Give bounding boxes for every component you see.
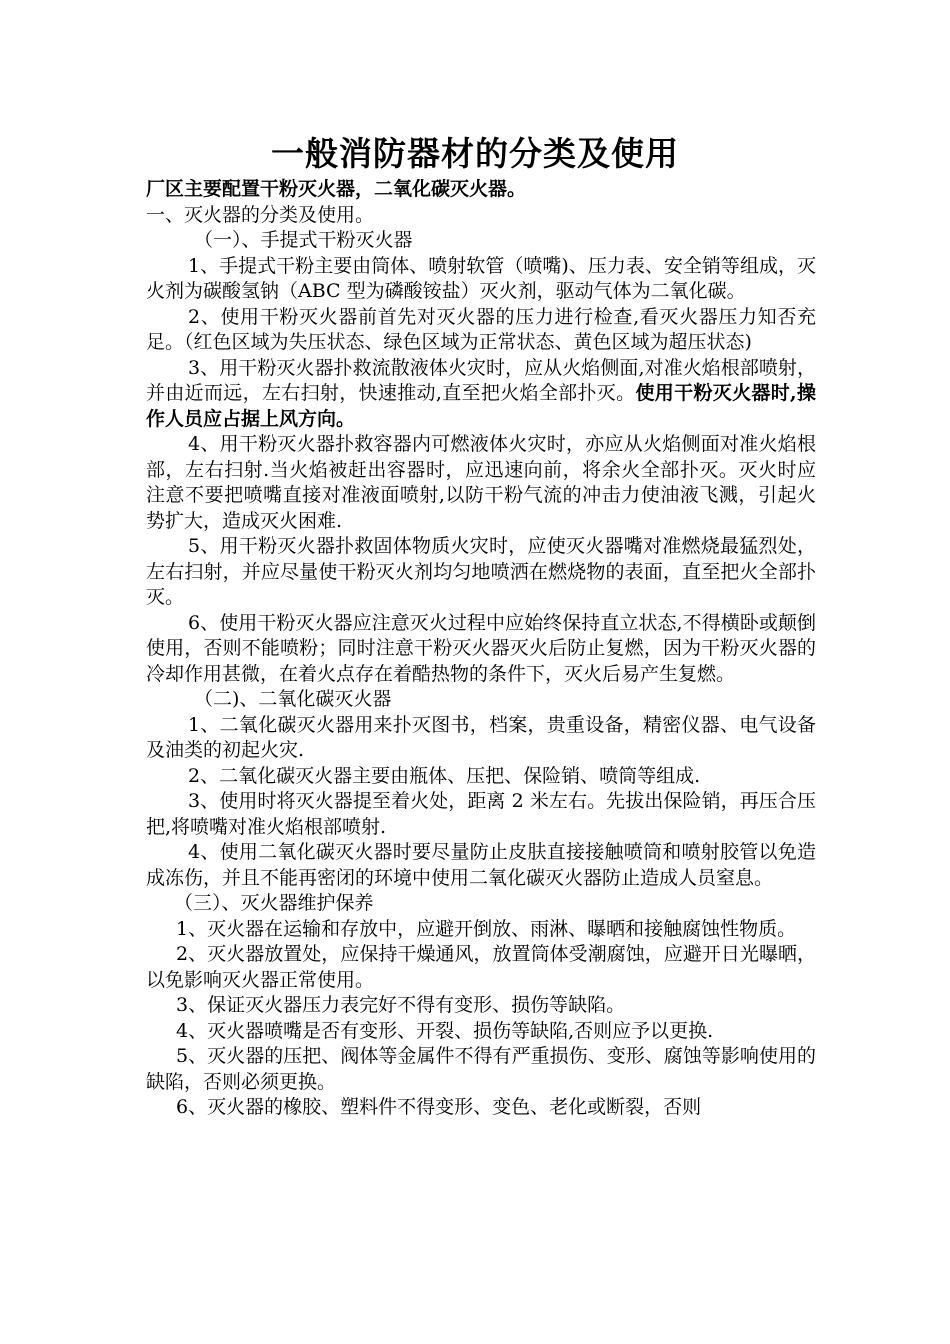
page-title: 一般消防器材的分类及使用 bbox=[271, 134, 679, 173]
paragraph: 1、手提式干粉主要由筒体、喷射软管（喷嘴)、压力表、安全销等组成，灭火剂为碳酸氢钠（ABC 型为磷酸铵盐）灭火剂，驱动气体为二氧化碳。 bbox=[146, 254, 816, 302]
paragraph: 1、灭火器在运输和存放中，应避开倒放、雨淋、曝晒和接触腐蚀性物质。 bbox=[176, 917, 797, 940]
paragraph: 2、灭火器放置处，应保持干燥通风，放置筒体受潮腐蚀，应避开日光曝晒，以免影响灭火器正常使用。 bbox=[146, 943, 816, 991]
paragraph: 2、使用干粉灭火器前首先对灭火器的压力进行检查,看灭火器压力知否充足。（红色区域为失压状态、绿色区域为正常状态、黄色区域为超压状态) bbox=[146, 305, 816, 353]
paragraph: 4、灭火器喷嘴是否有变形、开裂、损伤等缺陷,否则应予以更换. bbox=[176, 1019, 714, 1042]
paragraph: 2、二氧化碳灭火器主要由瓶体、压把、保险销、喷筒等组成. bbox=[188, 764, 701, 787]
paragraph bbox=[146, 356, 816, 433]
intro-text: 厂区主要配置干粉灭火器，二氧化碳灭火器。 bbox=[146, 178, 527, 200]
document-body bbox=[146, 177, 816, 1121]
paragraph-emphasis: 使用干粉灭火器时,操作人员应占据上风方向。 bbox=[146, 382, 816, 430]
paragraph: 1、二氧化碳灭火器用来扑灭图书，档案，贵重设备，精密仪器、电气设备及油类的初起火灾. bbox=[146, 713, 816, 761]
paragraph: 4、使用二氧化碳灭火器时要尽量防止皮肤直接接触喷筒和喷射胶管以免造成冻伤，并且不能再密闭的环境中使用二氧化碳灭火器防止造成人员窒息。 bbox=[146, 841, 816, 889]
paragraph: 6、灭火器的橡胶、塑料件不得变形、变色、老化或断裂，否则 bbox=[176, 1096, 702, 1118]
paragraph: 5、用干粉灭火器扑救固体物质火灾时，应使灭火器嘴对准燃烧最猛烈处，左右扫射，并应尽量使干粉灭火剂均匀地喷洒在燃烧物的表面，直至把火全部扑灭。 bbox=[146, 535, 816, 608]
paragraph: 4、用干粉灭火器扑救容器内可燃液体火灾时，亦应从火焰侧面对准火焰根部，左右扫射.当火焰被赶出容器时，应迅速向前，将余火全部扑灭。灭火时应注意不要把喷嘴直接对准液面喷射,以防干粉气流的冲击力使油液飞溅，引起火势扩大，造成灭火困难. bbox=[146, 433, 816, 532]
paragraph: 3、使用时将灭火器提至着火处，距离 2 米左右。先拔出保险销，再压合压把,将喷嘴对准火焰根部喷射. bbox=[146, 790, 816, 838]
paragraph-text: 3、用干粉灭火器扑救流散液体火灾时，应从火焰侧面,对准火焰根部喷射，并由近而远，左右扫射，快速推动,直至把火焰全部扑灭。 bbox=[146, 356, 816, 404]
subsection-heading-3: （三）、灭火器维护保养 bbox=[174, 892, 374, 914]
subsection-heading-2: （二)、二氧化碳灭火器 bbox=[194, 688, 392, 710]
section-heading-1: 一、灭火器的分类及使用。 bbox=[146, 203, 375, 226]
paragraph: 6、使用干粉灭火器应注意灭火过程中应始终保持直立状态,不得横卧或颠倒使用，否则不能喷粉；同时注意干粉灭火器灭火后防止复燃，因为干粉灭火器的冷却作用甚微，在着火点存在着酷热物的条件下，灭火后易产生复燃。 bbox=[146, 611, 816, 685]
paragraph: 3、保证灭火器压力表完好不得有变形、损伤等缺陷。 bbox=[176, 994, 626, 1016]
subsection-heading-1: （一）、手提式干粉灭火器 bbox=[194, 229, 413, 251]
paragraph: 5、灭火器的压把、阀体等金属件不得有严重损伤、变形、腐蚀等影响使用的缺陷，否则必须更换。 bbox=[146, 1045, 816, 1093]
